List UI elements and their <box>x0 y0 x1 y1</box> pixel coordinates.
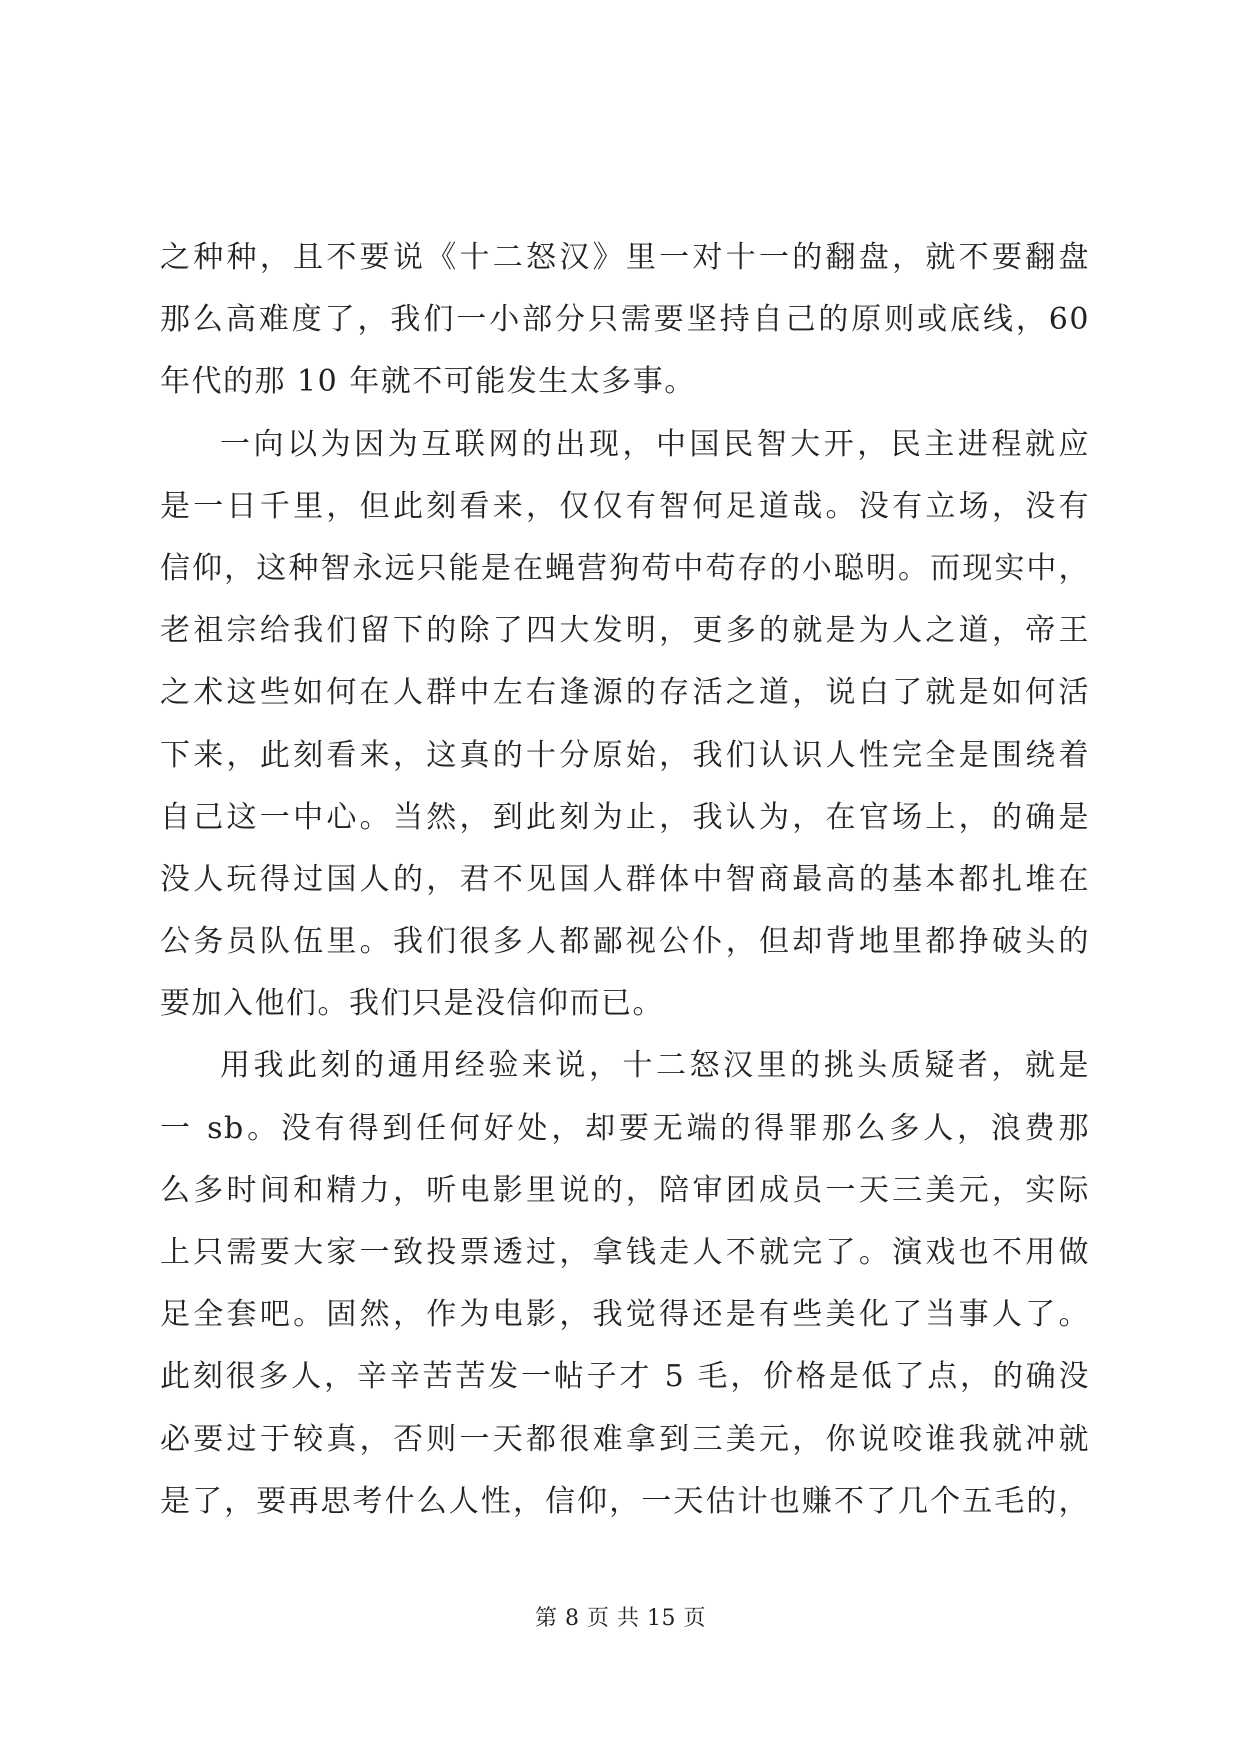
text-line: 自己这一中心。当然，到此刻为止，我认为，在官场上，的确是 <box>160 799 1090 835</box>
text-line: 一 sb。没有得到任何好处，却要无端的得罪那么多人，浪费那 <box>160 1110 1090 1146</box>
text-line: 么多时间和精力，听电影里说的，陪审团成员一天三美元，实际 <box>160 1172 1090 1208</box>
text-line: 上只需要大家一致投票透过，拿钱走人不就完了。演戏也不用做 <box>160 1235 1090 1270</box>
text-line: 下来，此刻看来，这真的十分原始，我们认识人性完全是围绕着 <box>160 737 1090 773</box>
text-line: 必要过于较真，否则一天都很难拿到三美元，你说咬谁我就冲就 <box>160 1421 1090 1457</box>
text-line: 是了，要再思考什么人性，信仰，一天估计也赚不了几个五毛的， <box>160 1483 1090 1519</box>
text-line: 足全套吧。固然，作为电影，我觉得还是有些美化了当事人了。 <box>160 1297 1090 1333</box>
text-line: 是一日千里，但此刻看来，仅仅有智何足道哉。没有立场，没有 <box>160 488 1090 524</box>
text-line: 那么高难度了，我们一小部分只需要坚持自己的原则或底线，60 <box>160 302 1090 338</box>
text-line: 用我此刻的通用经验来说，十二怒汉里的挑头质疑者，就是 <box>220 1048 1090 1084</box>
text-line: 此刻很多人，辛辛苦苦发一帖子才 5 毛，价格是低了点，的确没 <box>160 1359 1090 1395</box>
text-line: 老祖宗给我们留下的除了四大发明，更多的就是为人之道，帝王 <box>160 613 1090 649</box>
text-line: 没人玩得过国人的，君不见国人群体中智商最高的基本都扎堆在 <box>160 861 1090 897</box>
text-line: 信仰，这种智永远只能是在蝇营狗苟中苟存的小聪明。而现实中， <box>160 550 1090 586</box>
document-body <box>160 227 1090 1533</box>
page-number-footer: 第 8 页 共 15 页 <box>535 1606 706 1631</box>
text-line: 一向以为因为互联网的出现，中国民智大开，民主进程就应 <box>220 426 1090 462</box>
text-line: 公务员队伍里。我们很多人都鄙视公仆，但却背地里都挣破头的 <box>160 924 1090 960</box>
text-line: 之种种，且不要说《十二怒汉》里一对十一的翻盘，就不要翻盘 <box>160 240 1090 275</box>
text-line: 要加入他们。我们只是没信仰而已。 <box>160 986 664 1022</box>
text-line: 年代的那 10 年就不可能发生太多事。 <box>160 364 696 400</box>
text-line: 之术这些如何在人群中左右逢源的存活之道，说白了就是如何活 <box>160 675 1090 711</box>
